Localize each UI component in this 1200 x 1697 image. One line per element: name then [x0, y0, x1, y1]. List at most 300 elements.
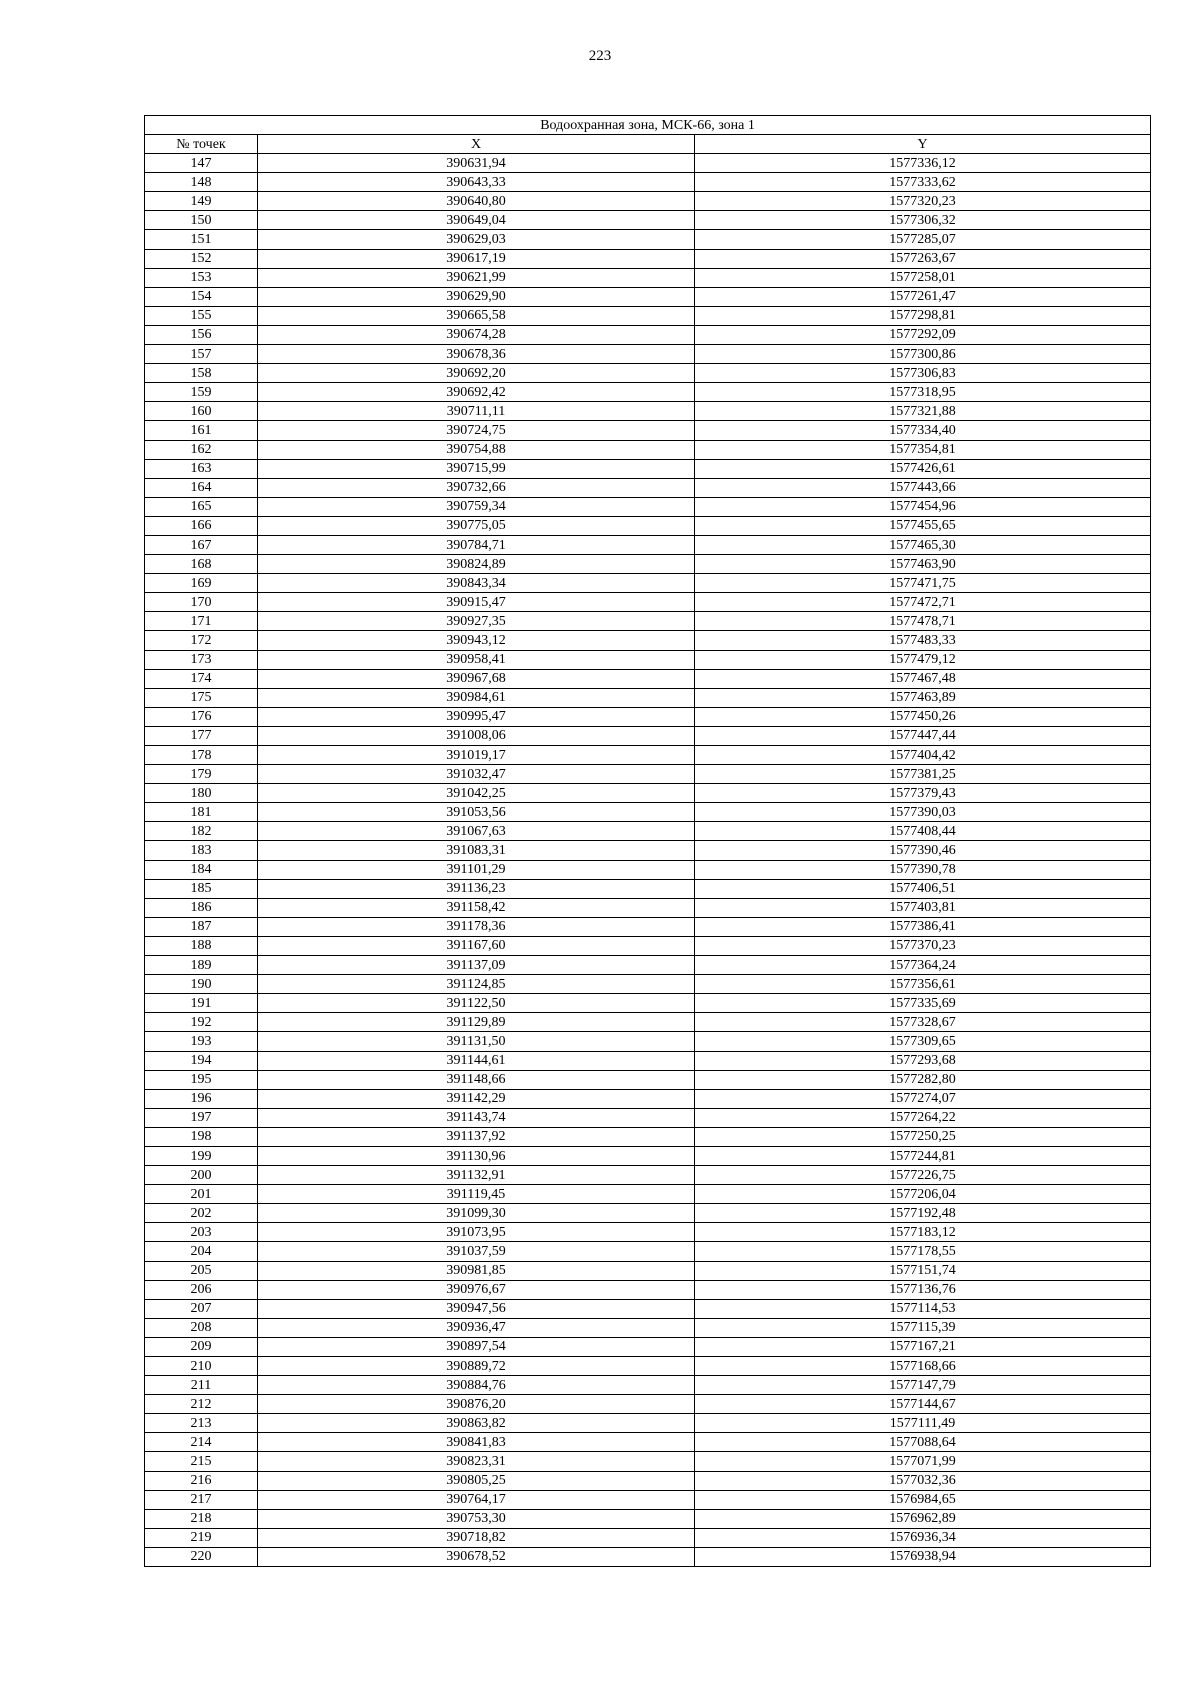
column-header-point-number: № точек [145, 135, 258, 154]
cell-y: 1577115,39 [695, 1318, 1151, 1337]
cell-y: 1577471,75 [695, 574, 1151, 593]
cell-y: 1577318,95 [695, 383, 1151, 402]
cell-x: 390621,99 [258, 268, 695, 287]
table-row [145, 402, 1151, 421]
table-row [145, 249, 1151, 268]
cell-point-number: 209 [145, 1337, 258, 1356]
table-row [145, 1528, 1151, 1547]
cell-x: 391124,85 [258, 975, 695, 994]
cell-point-number: 202 [145, 1204, 258, 1223]
table-row [145, 192, 1151, 211]
cell-y: 1577333,62 [695, 173, 1151, 192]
table-row [145, 612, 1151, 631]
cell-point-number: 152 [145, 249, 258, 268]
cell-x: 390692,20 [258, 364, 695, 383]
cell-point-number: 186 [145, 898, 258, 917]
cell-y: 1577467,48 [695, 669, 1151, 688]
cell-x: 390678,52 [258, 1547, 695, 1566]
cell-point-number: 175 [145, 688, 258, 707]
cell-point-number: 167 [145, 535, 258, 554]
cell-point-number: 169 [145, 574, 258, 593]
cell-point-number: 212 [145, 1395, 258, 1414]
cell-point-number: 219 [145, 1528, 258, 1547]
table-row [145, 268, 1151, 287]
cell-x: 390823,31 [258, 1452, 695, 1471]
cell-y: 1577356,61 [695, 975, 1151, 994]
cell-point-number: 195 [145, 1070, 258, 1089]
cell-x: 390775,05 [258, 516, 695, 535]
table-title: Водоохранная зона, МСК-66, зона 1 [145, 116, 1151, 135]
cell-point-number: 154 [145, 287, 258, 306]
table-row [145, 688, 1151, 707]
cell-x: 390843,34 [258, 574, 695, 593]
table-row [145, 1242, 1151, 1261]
cell-point-number: 153 [145, 268, 258, 287]
cell-x: 390718,82 [258, 1528, 695, 1547]
table-row [145, 936, 1151, 955]
cell-x: 390841,83 [258, 1433, 695, 1452]
cell-point-number: 181 [145, 803, 258, 822]
table-row [145, 1395, 1151, 1414]
cell-y: 1577032,36 [695, 1471, 1151, 1490]
cell-point-number: 149 [145, 192, 258, 211]
cell-x: 390927,35 [258, 612, 695, 631]
table-row [145, 746, 1151, 765]
cell-y: 1577336,12 [695, 154, 1151, 173]
cell-y: 1577455,65 [695, 516, 1151, 535]
cell-x: 391099,30 [258, 1204, 695, 1223]
cell-x: 390631,94 [258, 154, 695, 173]
cell-point-number: 211 [145, 1376, 258, 1395]
table-row [145, 1108, 1151, 1127]
cell-y: 1577379,43 [695, 784, 1151, 803]
cell-y: 1577183,12 [695, 1223, 1151, 1242]
table-row [145, 230, 1151, 249]
cell-x: 390884,76 [258, 1376, 695, 1395]
cell-x: 391019,17 [258, 746, 695, 765]
cell-x: 390984,61 [258, 688, 695, 707]
cell-y: 1577320,23 [695, 192, 1151, 211]
table-row [145, 1280, 1151, 1299]
table-row [145, 669, 1151, 688]
cell-x: 391122,50 [258, 994, 695, 1013]
cell-x: 391073,95 [258, 1223, 695, 1242]
table-row [145, 1127, 1151, 1146]
table-row [145, 1051, 1151, 1070]
table-row [145, 287, 1151, 306]
cell-y: 1577274,07 [695, 1089, 1151, 1108]
cell-x: 391132,91 [258, 1166, 695, 1185]
cell-point-number: 179 [145, 765, 258, 784]
cell-y: 1576962,89 [695, 1509, 1151, 1528]
cell-y: 1577114,53 [695, 1299, 1151, 1318]
cell-y: 1577408,44 [695, 822, 1151, 841]
cell-point-number: 216 [145, 1471, 258, 1490]
table-row [145, 726, 1151, 745]
cell-point-number: 220 [145, 1547, 258, 1566]
cell-point-number: 165 [145, 497, 258, 516]
cell-point-number: 201 [145, 1185, 258, 1204]
cell-y: 1577071,99 [695, 1452, 1151, 1471]
table-row [145, 211, 1151, 230]
cell-point-number: 172 [145, 631, 258, 650]
cell-x: 390678,36 [258, 345, 695, 364]
cell-y: 1577381,25 [695, 765, 1151, 784]
table-row [145, 555, 1151, 574]
cell-point-number: 174 [145, 669, 258, 688]
cell-x: 390824,89 [258, 555, 695, 574]
cell-point-number: 162 [145, 440, 258, 459]
cell-x: 390759,34 [258, 497, 695, 516]
cell-x: 390674,28 [258, 325, 695, 344]
table-row [145, 383, 1151, 402]
table-row [145, 975, 1151, 994]
cell-y: 1577463,90 [695, 555, 1151, 574]
cell-x: 390943,12 [258, 631, 695, 650]
table-row [145, 1318, 1151, 1337]
cell-x: 391142,29 [258, 1089, 695, 1108]
cell-x: 390889,72 [258, 1357, 695, 1376]
cell-point-number: 190 [145, 975, 258, 994]
cell-point-number: 188 [145, 936, 258, 955]
cell-y: 1577447,44 [695, 726, 1151, 745]
cell-y: 1577151,74 [695, 1261, 1151, 1280]
cell-y: 1577285,07 [695, 230, 1151, 249]
cell-x: 391119,45 [258, 1185, 695, 1204]
table-row [145, 898, 1151, 917]
cell-point-number: 187 [145, 917, 258, 936]
table-row [145, 1337, 1151, 1356]
cell-y: 1577309,65 [695, 1032, 1151, 1051]
cell-y: 1577293,68 [695, 1051, 1151, 1070]
cell-x: 391143,74 [258, 1108, 695, 1127]
cell-y: 1577386,41 [695, 917, 1151, 936]
table-row [145, 1032, 1151, 1051]
table-row [145, 879, 1151, 898]
cell-point-number: 189 [145, 956, 258, 975]
cell-point-number: 206 [145, 1280, 258, 1299]
cell-y: 1577328,67 [695, 1013, 1151, 1032]
cell-x: 390711,11 [258, 402, 695, 421]
cell-point-number: 217 [145, 1490, 258, 1509]
table-row [145, 765, 1151, 784]
cell-y: 1577292,09 [695, 325, 1151, 344]
cell-point-number: 207 [145, 1299, 258, 1318]
cell-point-number: 180 [145, 784, 258, 803]
cell-y: 1577465,30 [695, 535, 1151, 554]
table-row [145, 1299, 1151, 1318]
cell-point-number: 185 [145, 879, 258, 898]
cell-point-number: 173 [145, 650, 258, 669]
table-row [145, 1166, 1151, 1185]
coordinates-table [144, 115, 1151, 1567]
cell-x: 391167,60 [258, 936, 695, 955]
cell-y: 1577335,69 [695, 994, 1151, 1013]
cell-y: 1577426,61 [695, 459, 1151, 478]
cell-point-number: 199 [145, 1146, 258, 1165]
table-row [145, 421, 1151, 440]
table-row [145, 593, 1151, 612]
cell-x: 391137,92 [258, 1127, 695, 1146]
cell-x: 391158,42 [258, 898, 695, 917]
table-row [145, 574, 1151, 593]
cell-x: 390805,25 [258, 1471, 695, 1490]
table-row [145, 440, 1151, 459]
cell-point-number: 198 [145, 1127, 258, 1146]
cell-x: 390981,85 [258, 1261, 695, 1280]
table-row [145, 459, 1151, 478]
cell-x: 391130,96 [258, 1146, 695, 1165]
cell-x: 391008,06 [258, 726, 695, 745]
table-row [145, 1223, 1151, 1242]
cell-x: 390754,88 [258, 440, 695, 459]
cell-y: 1577403,81 [695, 898, 1151, 917]
cell-y: 1577390,78 [695, 860, 1151, 879]
cell-x: 391032,47 [258, 765, 695, 784]
table-row [145, 803, 1151, 822]
table-row [145, 154, 1151, 173]
cell-y: 1577406,51 [695, 879, 1151, 898]
cell-x: 391131,50 [258, 1032, 695, 1051]
cell-point-number: 159 [145, 383, 258, 402]
table-row [145, 841, 1151, 860]
cell-x: 391101,29 [258, 860, 695, 879]
cell-point-number: 182 [145, 822, 258, 841]
cell-point-number: 178 [145, 746, 258, 765]
cell-x: 390936,47 [258, 1318, 695, 1337]
cell-x: 391053,56 [258, 803, 695, 822]
cell-x: 391129,89 [258, 1013, 695, 1032]
cell-y: 1577450,26 [695, 707, 1151, 726]
table-row [145, 1261, 1151, 1280]
table-row [145, 535, 1151, 554]
table-title-row [145, 116, 1151, 135]
cell-y: 1577321,88 [695, 402, 1151, 421]
cell-y: 1577300,86 [695, 345, 1151, 364]
cell-point-number: 210 [145, 1357, 258, 1376]
table-body [145, 154, 1151, 1567]
cell-y: 1576938,94 [695, 1547, 1151, 1566]
cell-y: 1577147,79 [695, 1376, 1151, 1395]
cell-x: 390784,71 [258, 535, 695, 554]
cell-x: 390915,47 [258, 593, 695, 612]
cell-point-number: 158 [145, 364, 258, 383]
cell-x: 390617,19 [258, 249, 695, 268]
cell-x: 390724,75 [258, 421, 695, 440]
cell-point-number: 161 [145, 421, 258, 440]
cell-point-number: 196 [145, 1089, 258, 1108]
cell-x: 390649,04 [258, 211, 695, 230]
cell-point-number: 193 [145, 1032, 258, 1051]
cell-y: 1577390,46 [695, 841, 1151, 860]
cell-y: 1577261,47 [695, 287, 1151, 306]
cell-x: 390863,82 [258, 1414, 695, 1433]
cell-y: 1577472,71 [695, 593, 1151, 612]
cell-x: 390640,80 [258, 192, 695, 211]
table-row [145, 917, 1151, 936]
cell-x: 390995,47 [258, 707, 695, 726]
cell-y: 1576984,65 [695, 1490, 1151, 1509]
cell-x: 391137,09 [258, 956, 695, 975]
table-row [145, 173, 1151, 192]
cell-y: 1577478,71 [695, 612, 1151, 631]
cell-point-number: 160 [145, 402, 258, 421]
cell-y: 1577206,04 [695, 1185, 1151, 1204]
cell-y: 1577282,80 [695, 1070, 1151, 1089]
cell-x: 391178,36 [258, 917, 695, 936]
table-row [145, 1204, 1151, 1223]
cell-point-number: 168 [145, 555, 258, 574]
cell-y: 1577192,48 [695, 1204, 1151, 1223]
table-row [145, 345, 1151, 364]
table-row [145, 1376, 1151, 1395]
cell-point-number: 171 [145, 612, 258, 631]
cell-point-number: 183 [145, 841, 258, 860]
table-row [145, 650, 1151, 669]
cell-y: 1577404,42 [695, 746, 1151, 765]
table-row [145, 1471, 1151, 1490]
cell-point-number: 147 [145, 154, 258, 173]
cell-y: 1577390,03 [695, 803, 1151, 822]
cell-x: 390753,30 [258, 1509, 695, 1528]
table-row [145, 631, 1151, 650]
cell-point-number: 203 [145, 1223, 258, 1242]
cell-x: 390958,41 [258, 650, 695, 669]
cell-y: 1577264,22 [695, 1108, 1151, 1127]
cell-x: 390967,68 [258, 669, 695, 688]
cell-point-number: 205 [145, 1261, 258, 1280]
cell-y: 1577483,33 [695, 631, 1151, 650]
table-row [145, 784, 1151, 803]
page-number: 223 [588, 48, 612, 64]
cell-y: 1577178,55 [695, 1242, 1151, 1261]
cell-y: 1577298,81 [695, 306, 1151, 325]
cell-x: 391037,59 [258, 1242, 695, 1261]
table-row [145, 1146, 1151, 1165]
table-row [145, 1452, 1151, 1471]
cell-point-number: 194 [145, 1051, 258, 1070]
cell-point-number: 213 [145, 1414, 258, 1433]
cell-y: 1577354,81 [695, 440, 1151, 459]
cell-point-number: 151 [145, 230, 258, 249]
cell-y: 1577463,89 [695, 688, 1151, 707]
cell-y: 1577226,75 [695, 1166, 1151, 1185]
cell-point-number: 177 [145, 726, 258, 745]
cell-y: 1577334,40 [695, 421, 1151, 440]
cell-x: 390692,42 [258, 383, 695, 402]
table-row [145, 1070, 1151, 1089]
cell-x: 391148,66 [258, 1070, 695, 1089]
cell-x: 390629,90 [258, 287, 695, 306]
table-row [145, 707, 1151, 726]
cell-y: 1577370,23 [695, 936, 1151, 955]
table-row [145, 306, 1151, 325]
table-row [145, 364, 1151, 383]
cell-y: 1577144,67 [695, 1395, 1151, 1414]
table-row [145, 1089, 1151, 1108]
cell-x: 390732,66 [258, 478, 695, 497]
cell-y: 1577364,24 [695, 956, 1151, 975]
table-row [145, 1547, 1151, 1566]
cell-y: 1577250,25 [695, 1127, 1151, 1146]
table-row [145, 1357, 1151, 1376]
cell-point-number: 150 [145, 211, 258, 230]
cell-point-number: 164 [145, 478, 258, 497]
table-row [145, 956, 1151, 975]
cell-point-number: 176 [145, 707, 258, 726]
cell-point-number: 204 [145, 1242, 258, 1261]
column-header-y: Y [695, 135, 1151, 154]
cell-y: 1577263,67 [695, 249, 1151, 268]
cell-y: 1577258,01 [695, 268, 1151, 287]
cell-x: 391083,31 [258, 841, 695, 860]
table-row [145, 822, 1151, 841]
cell-point-number: 214 [145, 1433, 258, 1452]
cell-x: 390976,67 [258, 1280, 695, 1299]
cell-point-number: 191 [145, 994, 258, 1013]
cell-point-number: 156 [145, 325, 258, 344]
cell-x: 391136,23 [258, 879, 695, 898]
cell-y: 1577443,66 [695, 478, 1151, 497]
cell-y: 1576936,34 [695, 1528, 1151, 1547]
table-row [145, 516, 1151, 535]
cell-x: 390715,99 [258, 459, 695, 478]
cell-point-number: 170 [145, 593, 258, 612]
table-row [145, 1490, 1151, 1509]
cell-x: 390897,54 [258, 1337, 695, 1356]
cell-y: 1577306,83 [695, 364, 1151, 383]
cell-x: 390643,33 [258, 173, 695, 192]
cell-point-number: 215 [145, 1452, 258, 1471]
table-row [145, 325, 1151, 344]
table-row [145, 1509, 1151, 1528]
table-header-row [145, 135, 1151, 154]
cell-y: 1577454,96 [695, 497, 1151, 516]
cell-y: 1577167,21 [695, 1337, 1151, 1356]
table-row [145, 1013, 1151, 1032]
cell-y: 1577168,66 [695, 1357, 1151, 1376]
cell-point-number: 163 [145, 459, 258, 478]
cell-point-number: 218 [145, 1509, 258, 1528]
cell-point-number: 184 [145, 860, 258, 879]
cell-x: 390876,20 [258, 1395, 695, 1414]
cell-point-number: 157 [145, 345, 258, 364]
cell-x: 391067,63 [258, 822, 695, 841]
table-row [145, 994, 1151, 1013]
cell-x: 391144,61 [258, 1051, 695, 1070]
cell-point-number: 192 [145, 1013, 258, 1032]
cell-point-number: 200 [145, 1166, 258, 1185]
cell-y: 1577306,32 [695, 211, 1151, 230]
cell-point-number: 148 [145, 173, 258, 192]
cell-x: 391042,25 [258, 784, 695, 803]
cell-y: 1577088,64 [695, 1433, 1151, 1452]
cell-point-number: 166 [145, 516, 258, 535]
cell-x: 390764,17 [258, 1490, 695, 1509]
table-row [145, 1433, 1151, 1452]
table-row [145, 1185, 1151, 1204]
column-header-x: X [258, 135, 695, 154]
table-row [145, 497, 1151, 516]
cell-y: 1577111,49 [695, 1414, 1151, 1433]
cell-x: 390665,58 [258, 306, 695, 325]
cell-point-number: 208 [145, 1318, 258, 1337]
cell-x: 390629,03 [258, 230, 695, 249]
cell-point-number: 155 [145, 306, 258, 325]
cell-x: 390947,56 [258, 1299, 695, 1318]
cell-point-number: 197 [145, 1108, 258, 1127]
table-row [145, 1414, 1151, 1433]
